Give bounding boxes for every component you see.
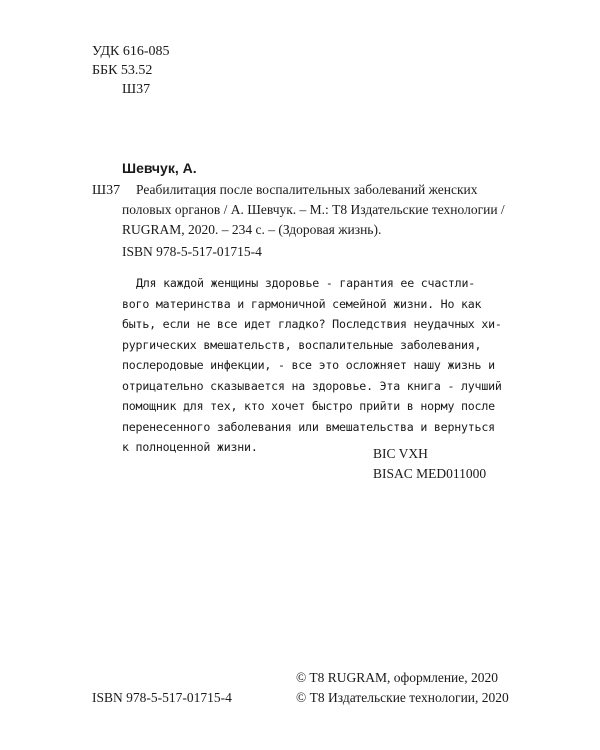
bbk-code: ББК 53.52	[92, 63, 153, 78]
annotation-line: перенесенного заболевания или вмешательства и вернуться	[122, 419, 495, 434]
annotation-line: послеродовые инфекции, - все это осложняет нашу жизнь и	[122, 358, 495, 372]
copyright-line: © T8 RUGRAM, оформление, 2020	[296, 670, 499, 685]
bibliographic-description	[122, 180, 546, 240]
author-mark-top: Ш37	[122, 82, 151, 97]
subject-codes	[373, 444, 486, 483]
footer-isbn: ISBN 978-5-517-01715-4	[92, 690, 232, 705]
annotation-line: помощник для тех, кто хочет быстро прийти в норму после	[122, 399, 495, 413]
biblio-line: половых органов / А. Шевчук. – М.: Т8 Издательские технологии /	[122, 202, 505, 217]
classification-block	[92, 42, 170, 99]
annotation-line: отрицательно сказывается на здоровье. Эта книга - лучший	[122, 378, 502, 393]
annotation-line: рургических вмешательств, воспалительные заболевания,	[122, 337, 482, 352]
annotation-line: к полноценной жизни.	[122, 440, 258, 454]
annotation-line: Для каждой женщины здоровье - гарантия ее счастли-	[136, 276, 476, 290]
biblio-line: Реабилитация после воспалительных заболеваний женских	[136, 182, 478, 197]
author-heading: Шевчук, А.	[122, 160, 197, 176]
bisac-code: BISAC MED011000	[373, 465, 487, 481]
copyright-line: © Т8 Издательские технологии, 2020	[296, 689, 509, 705]
entry-isbn: ISBN 978-5-517-01715-4	[122, 244, 262, 259]
udk-code: УДК 616-085	[92, 44, 170, 59]
bic-code: BIC VXH	[373, 446, 428, 461]
annotation-line: быть, если не все идет гладко? Последствия неудачных хи-	[122, 317, 502, 331]
biblio-line: RUGRAM, 2020. – 234 с. – (Здоровая жизнь).	[122, 222, 382, 237]
annotation-line: вого материнства и гармоничной семейной жизни. Но как	[122, 296, 482, 311]
author-mark: Ш37	[92, 183, 121, 198]
annotation	[122, 273, 552, 458]
copyright-block	[296, 668, 509, 707]
